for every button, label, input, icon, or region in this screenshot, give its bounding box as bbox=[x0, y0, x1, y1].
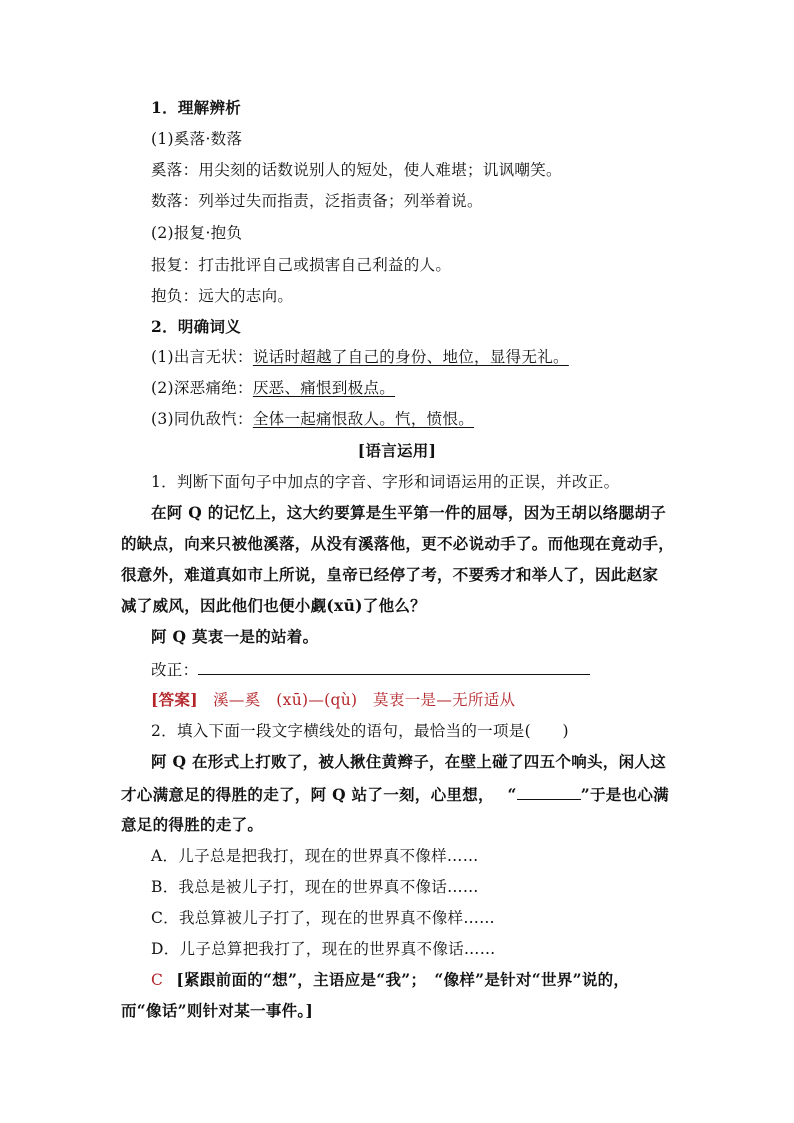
definition-baofu: 报复：打击批评自己或损害自己利益的人。 bbox=[151, 256, 452, 274]
correction-blank[interactable] bbox=[198, 658, 590, 675]
passage-line: 很意外，难道真如市上所说，皇帝已经停了考，不要秀才和举人了，因此赵家 bbox=[121, 565, 659, 584]
section-heading-1: 1．理解辨析 bbox=[151, 98, 242, 117]
definition-xiluo: 奚落：用尖刻的话数说别人的短处，使人难堪；讥讽嘲笑。 bbox=[151, 161, 562, 179]
correction-label: 改正： bbox=[151, 661, 199, 679]
option-b[interactable]: B．我总是被儿子打，现在的世界真不像话…… bbox=[151, 878, 479, 896]
question-1-sentence: 阿 Q 莫衷一是的站着。 bbox=[151, 627, 319, 646]
section-heading-2: 2．明确词义 bbox=[151, 317, 242, 336]
passage-line-with-blank bbox=[121, 783, 669, 805]
passage-line: 意足的得胜的走了。 bbox=[121, 815, 264, 834]
answer-label: [答案] bbox=[151, 690, 198, 709]
option-c[interactable]: C．我总算被儿子打了，现在的世界真不像样…… bbox=[151, 909, 495, 927]
term-meaning: 厌恶、痛恨到极点。 bbox=[252, 379, 396, 397]
term-meaning: 说话时超越了自己的身份、地位，显得无礼。 bbox=[252, 348, 569, 366]
option-d[interactable]: D．儿子总算把我打了，现在的世界真不像话…… bbox=[151, 940, 496, 958]
term-meaning: 全体一起痛恨敌人。忾，愤恨。 bbox=[252, 410, 475, 428]
passage-line: 在阿 Q 的记忆上，这大约要算是生平第一件的屈辱，因为王胡以络腮胡子 bbox=[151, 503, 666, 522]
term-item-1 bbox=[151, 347, 569, 367]
definition-shuluo: 数落：列举过失而指责，泛指责备；列举着说。 bbox=[151, 192, 483, 210]
passage-line: 减了威风，因此他们也便小觑(xū)了他么？ bbox=[121, 596, 426, 615]
option-a[interactable]: A．儿子总是把我打，现在的世界真不像样…… bbox=[151, 847, 479, 865]
passage-text: 才心满意足的得胜的走了，阿 Q 站了一刻，心里想， “ bbox=[121, 785, 517, 804]
passage-line: 的缺点，向来只被他溪落，从没有溪落他，更不必说动手了。而他现在竟动手， bbox=[121, 534, 675, 553]
term-label: (3)同仇敌忾： bbox=[151, 410, 253, 428]
definition-baofu-ambition: 抱负：远大的志向。 bbox=[151, 287, 294, 305]
term-item-3 bbox=[151, 409, 474, 429]
answer-letter: C bbox=[151, 971, 164, 989]
question-2-prompt: 2．填入下面一段文字横线处的语句，最恰当的一项是( ) bbox=[151, 722, 569, 740]
fill-blank[interactable] bbox=[517, 783, 581, 800]
pair-title-1: (1)奚落·数落 bbox=[151, 130, 243, 148]
answer-row-2 bbox=[151, 970, 629, 990]
answer-text: 溪—奚 (xū)—(qù) 莫衷一是—无所适从 bbox=[213, 691, 516, 709]
term-label: (2)深恶痛绝： bbox=[151, 379, 253, 397]
term-item-2 bbox=[151, 378, 395, 398]
correction-row bbox=[151, 658, 590, 680]
passage-line: 阿 Q 在形式上打败了，被人揪住黄辫子，在壁上碰了四五个响头，闲人这 bbox=[151, 752, 666, 771]
answer-row-1 bbox=[151, 690, 515, 710]
term-label: (1)出言无状： bbox=[151, 348, 253, 366]
pair-title-2: (2)报复·抱负 bbox=[151, 224, 243, 242]
section-title-language-use: [语言运用] bbox=[357, 441, 437, 460]
passage-text: ”于是也心满 bbox=[580, 785, 669, 804]
explanation-line-2: 而“像话”则针对某一事件。] bbox=[121, 1001, 314, 1020]
question-1-prompt: 1．判断下面句子中加点的字音、字形和词语运用的正误，并改正。 bbox=[151, 473, 620, 491]
explanation-text: [紧跟前面的“想”，主语应是“我”； “像样”是针对“世界”说的， bbox=[176, 970, 630, 989]
